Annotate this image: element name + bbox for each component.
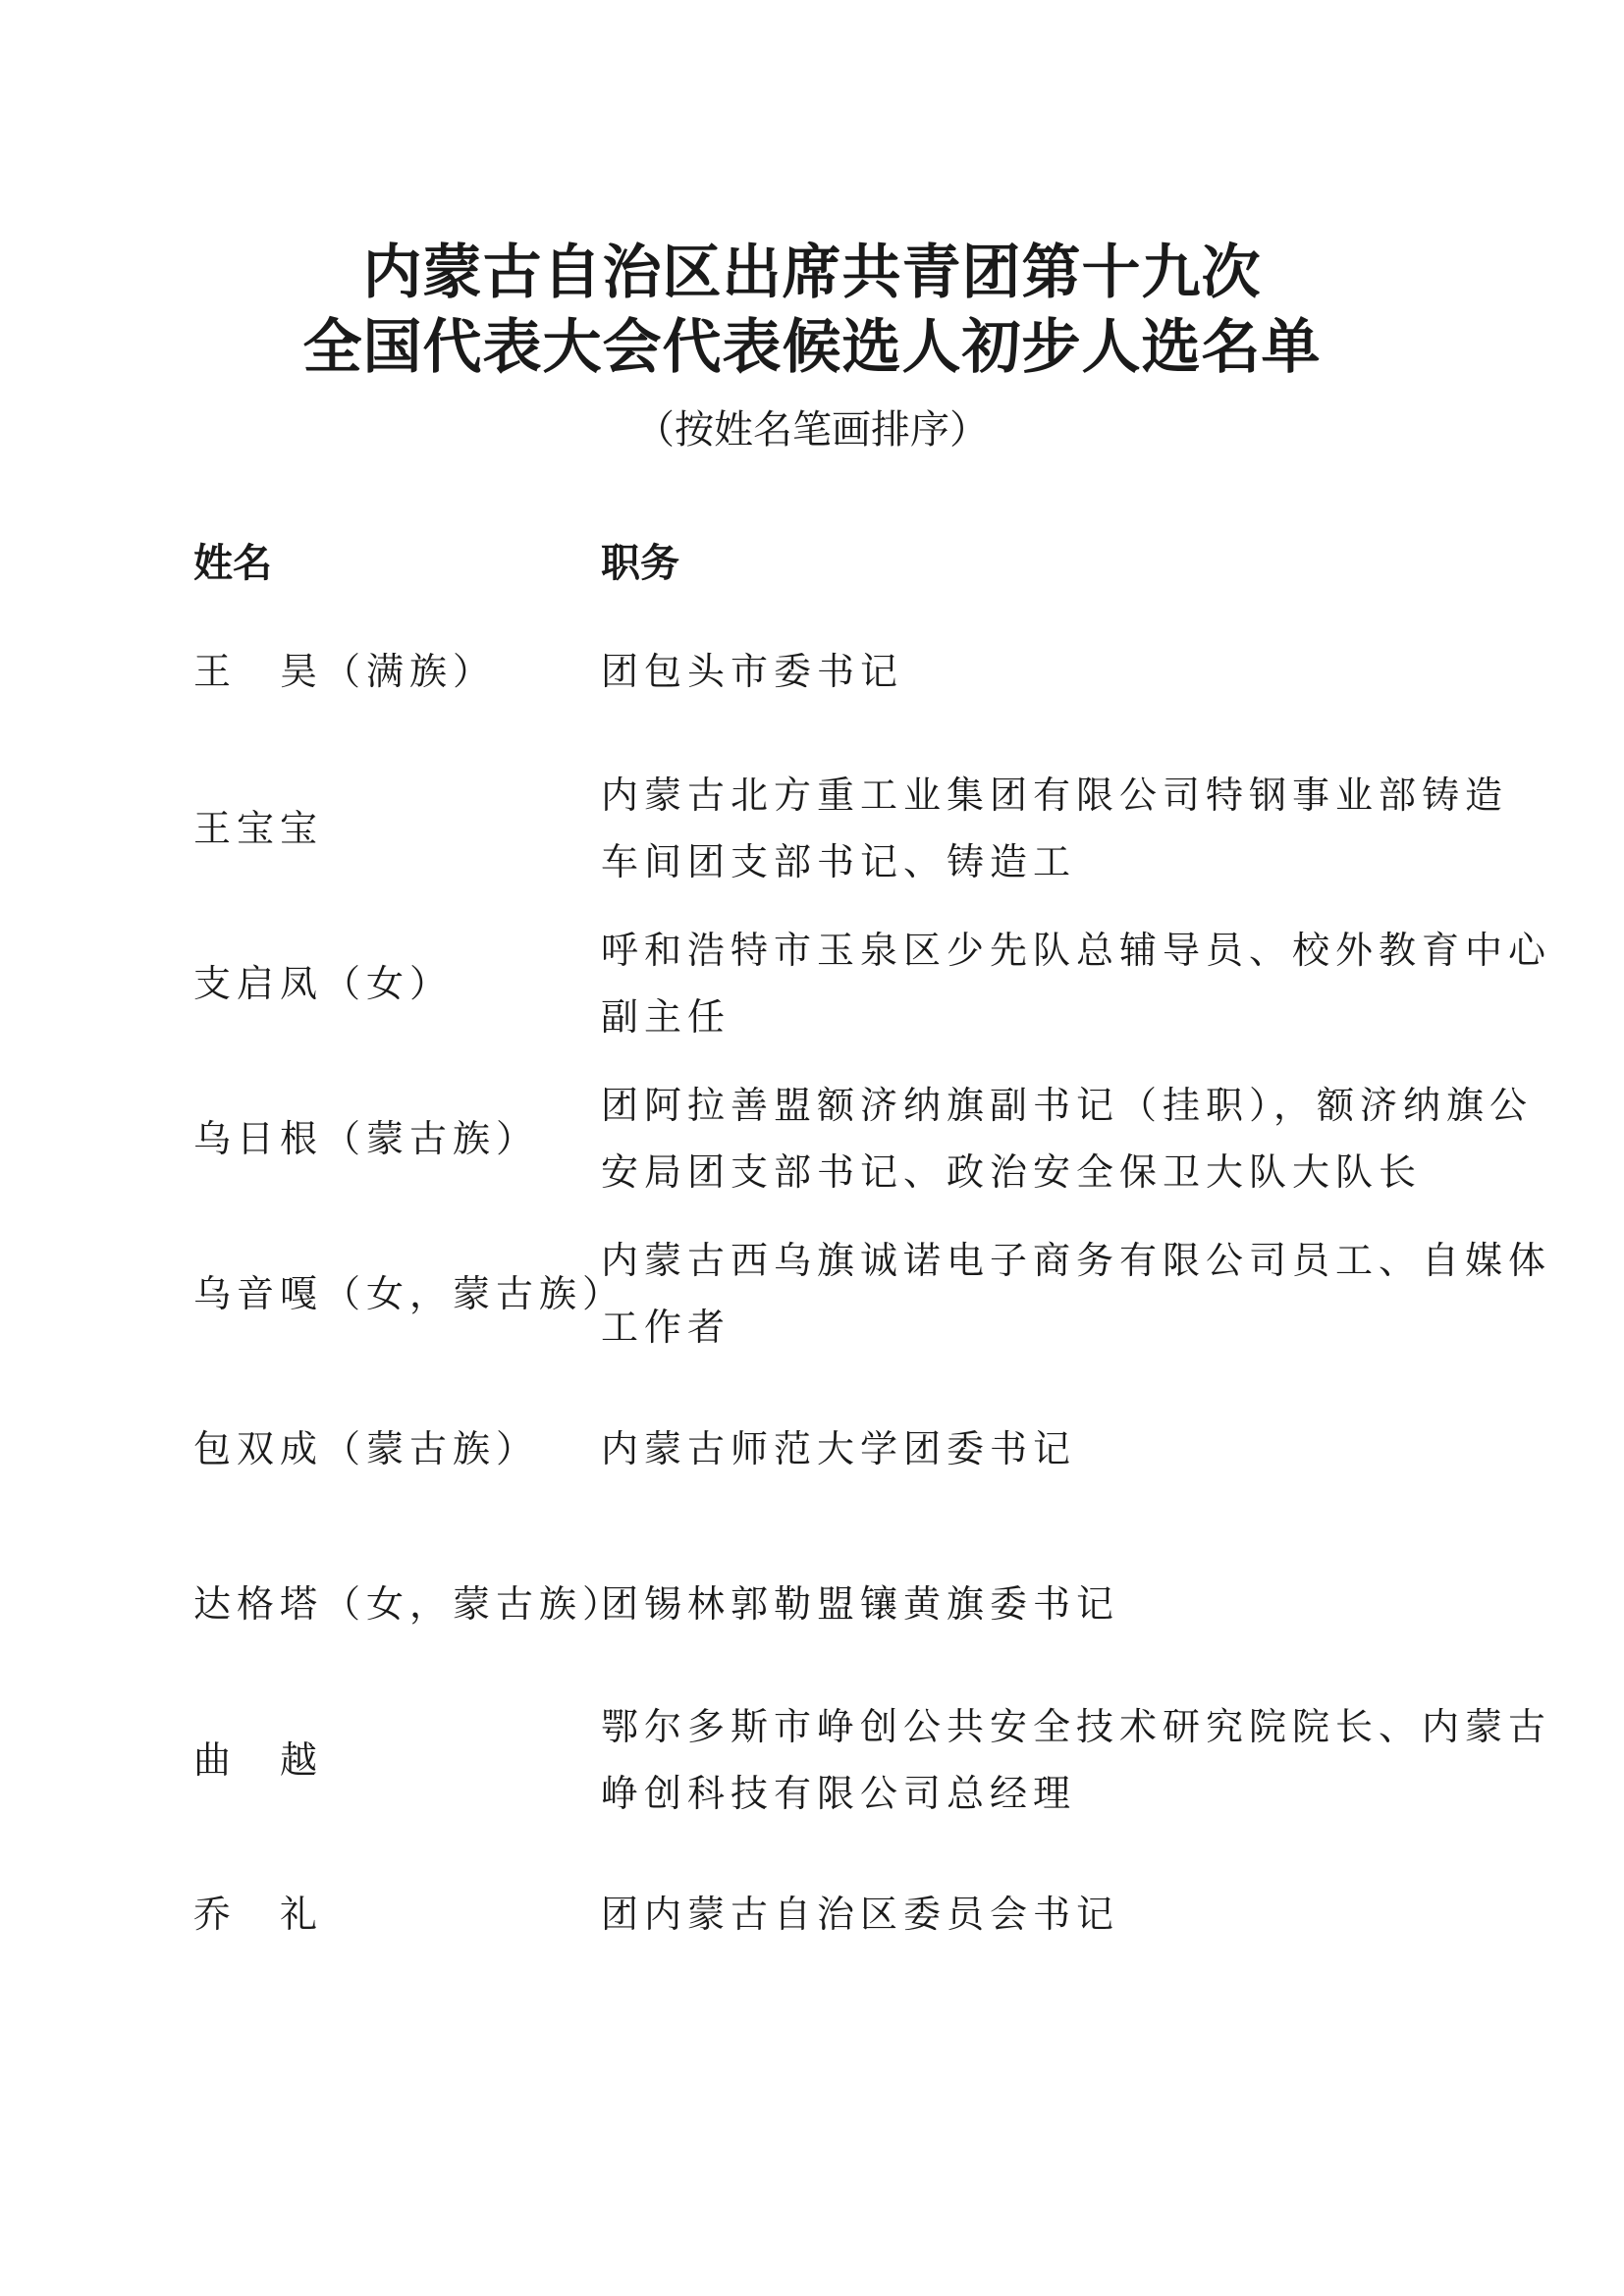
entry-name: 达格塔（女，蒙古族） xyxy=(193,1582,626,1626)
entry-position-line: 鄂尔多斯市峥创公共安全技术研究院院长、内蒙古 xyxy=(601,1705,1552,1748)
entry-position-line: 团内蒙古自治区委员会书记 xyxy=(601,1893,1120,1936)
entry-name: 王 昊（满族） xyxy=(193,650,497,693)
entry-position xyxy=(601,1227,1552,1361)
entry-name: 支启凤（女） xyxy=(193,962,454,1005)
entry-position-line: 内蒙古北方重工业集团有限公司特钢事业部铸造 xyxy=(601,774,1509,817)
entry-position-line: 内蒙古西乌旗诚诺电子商务有限公司员工、自媒体 xyxy=(601,1239,1552,1282)
entry-name: 曲 越 xyxy=(193,1738,324,1782)
column-header-name: 姓名 xyxy=(193,541,272,586)
entry-position-line: 安局团支部书记、政治安全保卫大队大队长 xyxy=(601,1150,1423,1194)
entry-position-line: 副主任 xyxy=(601,995,731,1039)
document-title-line-1: 内蒙古自治区出席共青团第十九次 xyxy=(362,239,1262,307)
entry-position xyxy=(601,1072,1534,1205)
entry-position-line: 团阿拉善盟额济纳旗副书记（挂职），额济纳旗公 xyxy=(601,1084,1534,1127)
entry-position-line: 内蒙古师范大学团委书记 xyxy=(601,1427,1077,1470)
entry-position xyxy=(601,917,1552,1050)
entry-name: 包双成（蒙古族） xyxy=(193,1427,540,1470)
entry-position-line: 呼和浩特市玉泉区少先队总辅导员、校外教育中心 xyxy=(601,929,1552,972)
entry-name: 王宝宝 xyxy=(193,807,324,850)
document-title-line-2: 全国代表大会代表候选人初步人选名单 xyxy=(302,313,1322,382)
entry-position-line: 团锡林郭勒盟镶黄旗委书记 xyxy=(601,1582,1120,1626)
entry-position xyxy=(601,638,1465,705)
entry-name: 乌日根（蒙古族） xyxy=(193,1117,540,1160)
entry-position xyxy=(601,762,1509,895)
entry-position xyxy=(601,1693,1552,1827)
entry-name: 乌音嘎（女，蒙古族） xyxy=(193,1272,626,1315)
entry-position xyxy=(601,1881,1465,1948)
entry-position-line: 峥创科技有限公司总经理 xyxy=(601,1772,1077,1815)
entry-position xyxy=(601,1571,1465,1637)
entry-position-line: 团包头市委书记 xyxy=(601,650,904,693)
entry-position-line: 工作者 xyxy=(601,1306,731,1349)
entry-position xyxy=(601,1415,1465,1482)
document-subtitle: （按姓名笔画排序） xyxy=(635,407,989,453)
entry-position-line: 车间团支部书记、铸造工 xyxy=(601,840,1077,883)
entry-name: 乔 礼 xyxy=(193,1893,324,1936)
column-header-position: 职务 xyxy=(601,541,679,586)
